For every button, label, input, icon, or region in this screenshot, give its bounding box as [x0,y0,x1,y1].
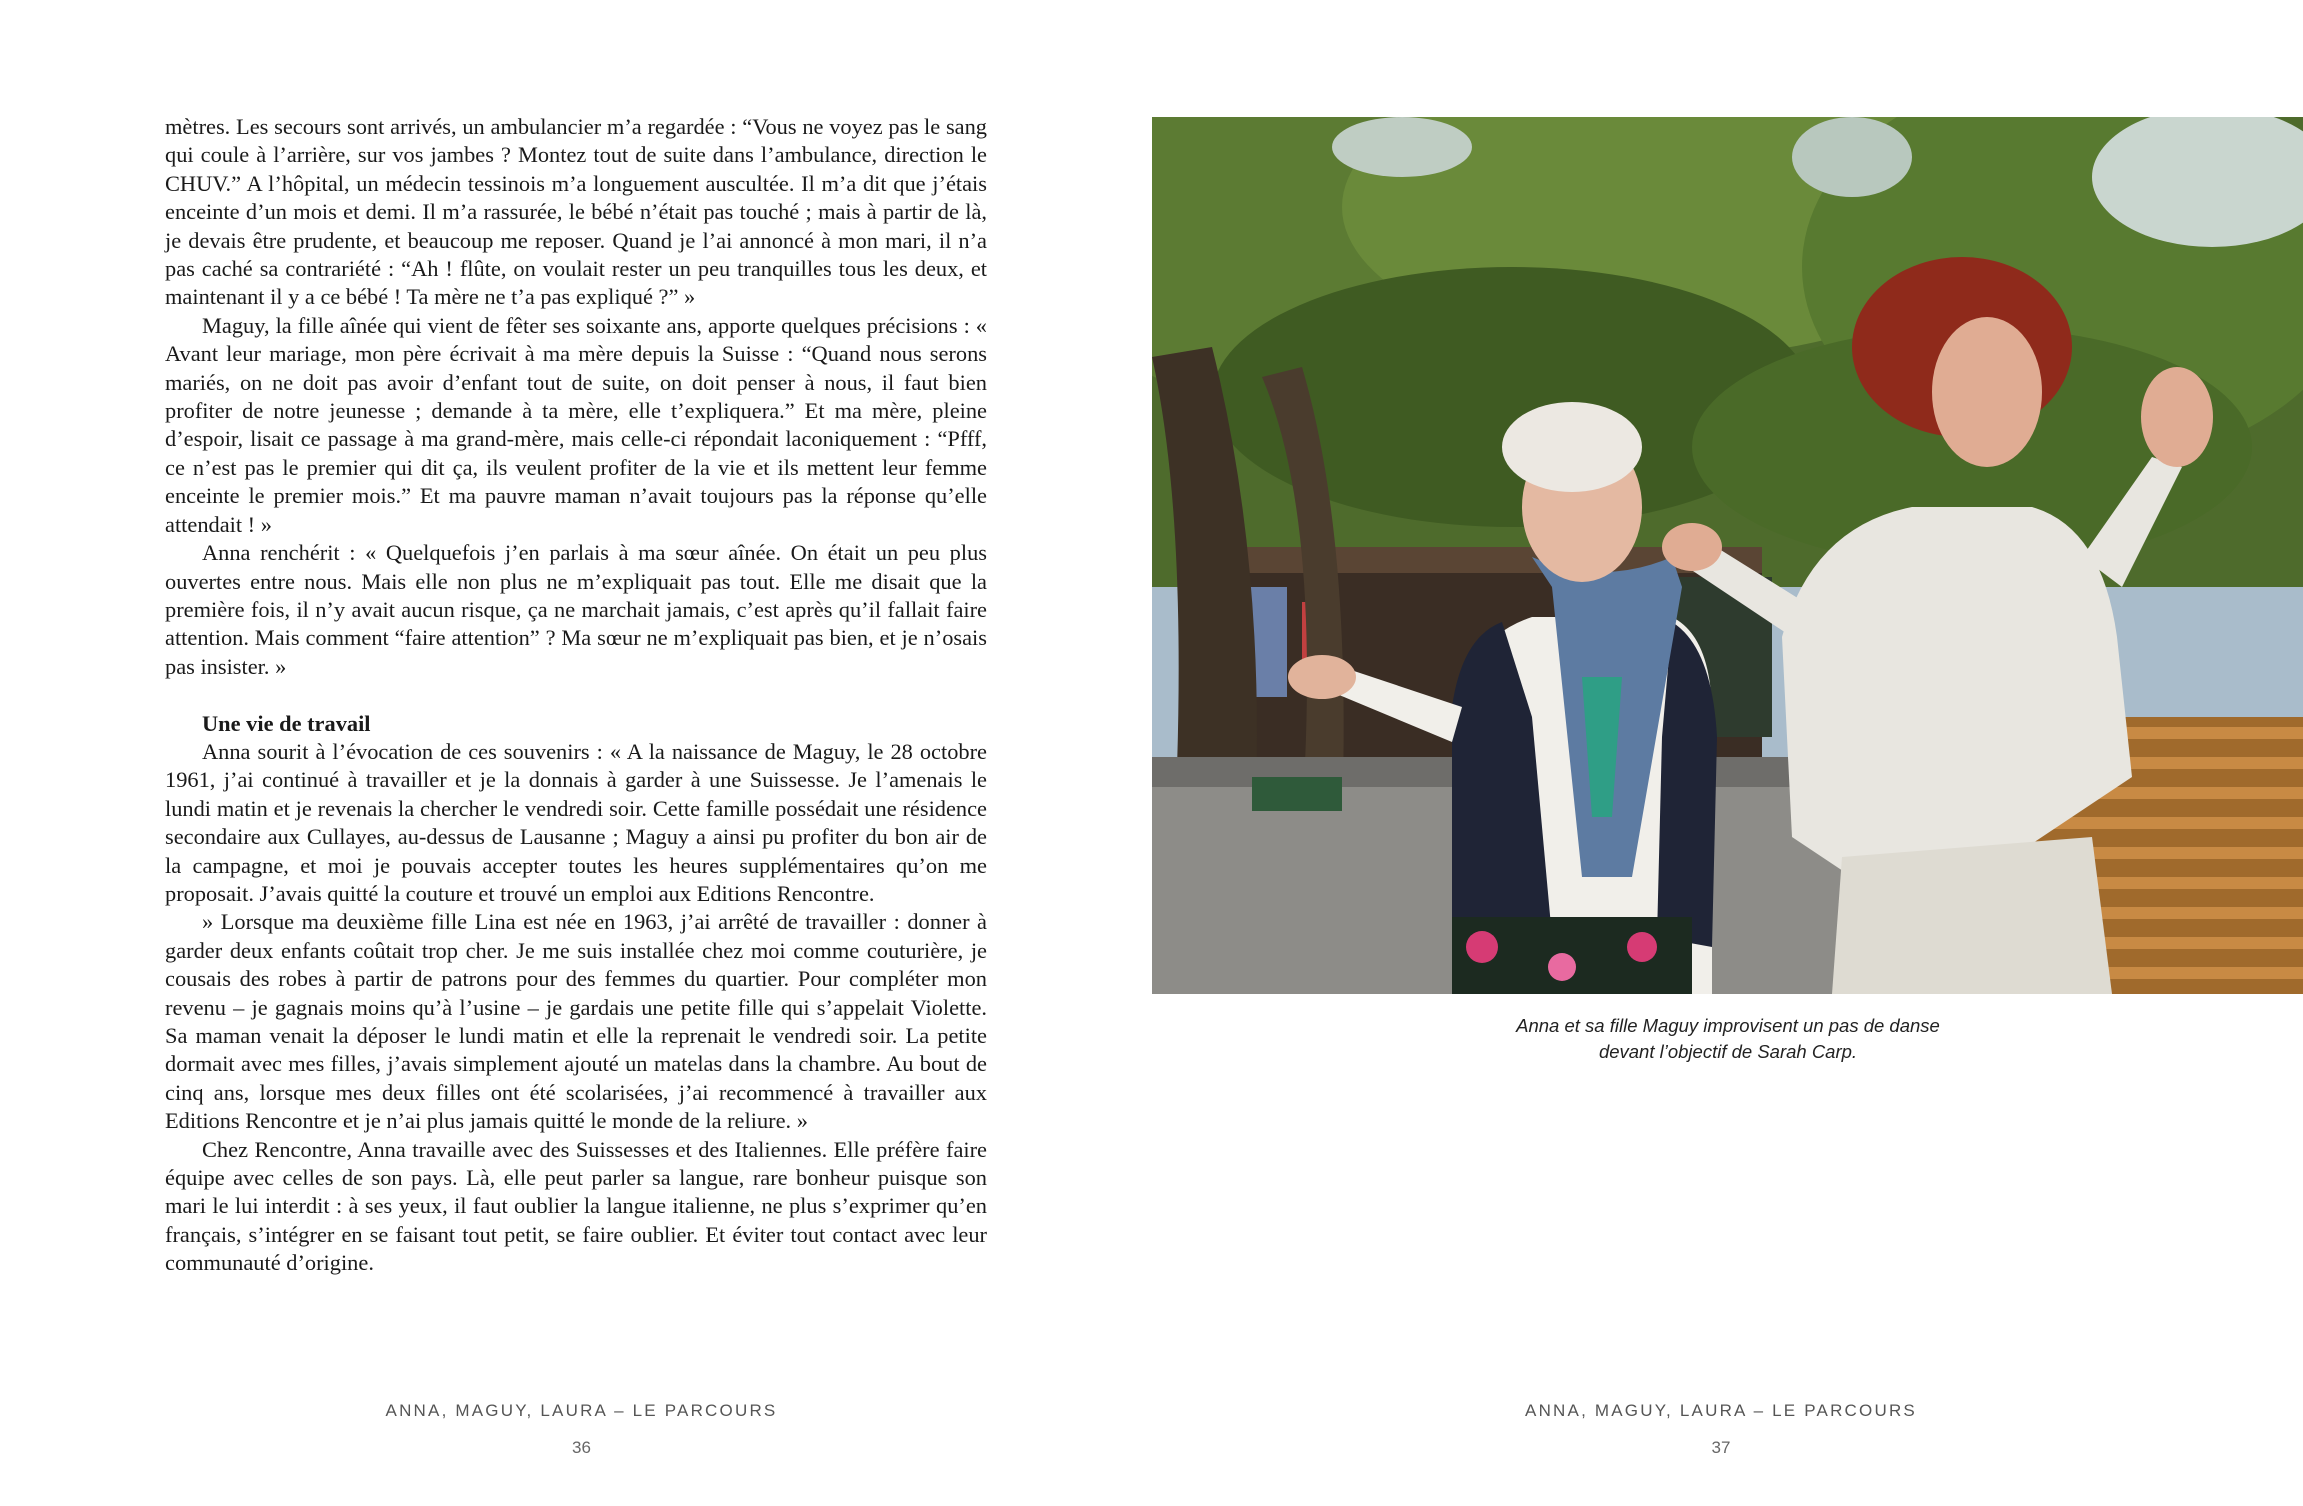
page-number: 37 [1711,1438,1731,1457]
photo [1152,117,2303,994]
photo-caption [1413,1013,2043,1065]
page-number: 36 [572,1438,591,1457]
left-page [0,0,1151,1506]
running-head: ANNA, MAGUY, LAURA – LE PARCOURS [1525,1401,1917,1420]
paragraph: Anna sourit à l’évocation de ces souvenirs : « A la naissance de Maguy, le 28 octobre 1961, j’ai continué à travailler et je la donnais à garder à une Suissesse. Je l’amenais le lundi matin et je revenais la chercher le vendredi soir. Cette famille possédait une résidence secondaire aux Cullayes, au-dessus de Lausanne ; Maguy a ainsi pu profiter du bon air de la campagne, et moi je pouvais accepter toutes les heures supplémentaires qu’on me proposait. J’avais quitté la couture et trouvé un emploi aux Editions Rencontre. [165,738,987,906]
caption-line: devant l’objectif de Sarah Carp. [1598,1041,1858,1062]
paragraph: Anna renchérit : « Quelquefois j’en parlais à ma sœur aînée. On était un peu plus ouvertes entre nous. Mais elle non plus ne m’expliquait pas tout. Elle me disait que la première fois, il n’y avait aucun risque, ça ne marchait jamais, c’est après qu’il fallait faire attention. Mais comment “faire attention” ? Ma sœur ne m’expliquait pas bien, et je n’osais pas insister. » [165,540,987,679]
paragraph: mètres. Les secours sont arrivés, un ambulancier m’a regardée : “Vous ne voyez pas le sang qui coule à l’arrière, sur vos jambes ? Montez tout de suite dans l’ambulance, direction le CHUV.” A l’hôpital, un médecin tessinois m’a longuement auscultée. Il m’a dit que j’étais enceinte d’un mois et demi. Il m’a rassurée, le bébé n’était pas touché ; mais à partir de là, je devais être prudente, et beaucoup me reposer. Quand je l’ai annoncé à mon mari, il n’a pas caché sa contrariété : “Ah ! flûte, on voulait rester un peu tranquilles tous les deux, et maintenant il y a ce bébé ! Ta mère ne t’a pas expliqué ?” » [165,114,987,310]
body-text [165,113,987,1278]
running-head: ANNA, MAGUY, LAURA – LE PARCOURS [385,1401,778,1420]
caption-line: Anna et sa fille Maguy improvisent un pas de danse [1516,1015,1940,1036]
section-heading: Une vie de travail [202,710,371,736]
paragraph: Chez Rencontre, Anna travaille avec des Suissesses et des Italiennes. Elle préfère faire équipe avec celles de son pays. Là, elle peut parler sa langue, rare bonheur puisque son mari le lui interdit : à ses yeux, il faut oublier la langue italienne, ne plus s’exprimer qu’en français, s’intégrer en se faisant tout petit, se faire oublier. Et éviter tout contact avec leur communauté d’origine. [165,1136,987,1276]
paragraph: » Lorsque ma deuxième fille Lina est née en 1963, j’ai arrêté de travailler : donner à garder deux enfants coûtait trop cher. Je me suis installée chez moi comme couturière, je cousais des robes à partir de patrons pour des femmes du quartier. Pour compléter mon revenu – je gagnais moins qu’à l’usine – je gardais une petite fille qui s’appelait Violette. Sa maman venait la déposer le lundi matin et elle la reprenait le vendredi soir. La petite dormait avec mes filles, j’avais simplement ajouté un matelas dans la chambre. Au bout de cinq ans, lorsque mes deux filles ont été scolarisées, j’ai recommencé à travailler aux Editions Rencontre et je n’ai plus jamais quitté le monde de la reliure. » [165,909,987,1134]
paragraph: Maguy, la fille aînée qui vient de fêter ses soixante ans, apporte quelques précisions : « Avant leur mariage, mon père écrivait à ma mère depuis la Suisse : “Quand nous serons mariés, on ne doit pas avoir d’enfant tout de suite, on doit penser à nous, il faut bien profiter de notre jeunesse ; demande à ta mère, elle t’expliquera.” Et ma mère, pleine d’espoir, lisait ce passage à ma grand-mère, mais celle-ci répondait laconiquement : “Pfff, ce n’est pas le premier qui dit ça, ils veulent profiter de la vie et ils mettent leur femme enceinte le premier mois.” Et ma pauvre maman n’avait toujours pas la réponse qu’elle attendait ! » [165,312,987,537]
